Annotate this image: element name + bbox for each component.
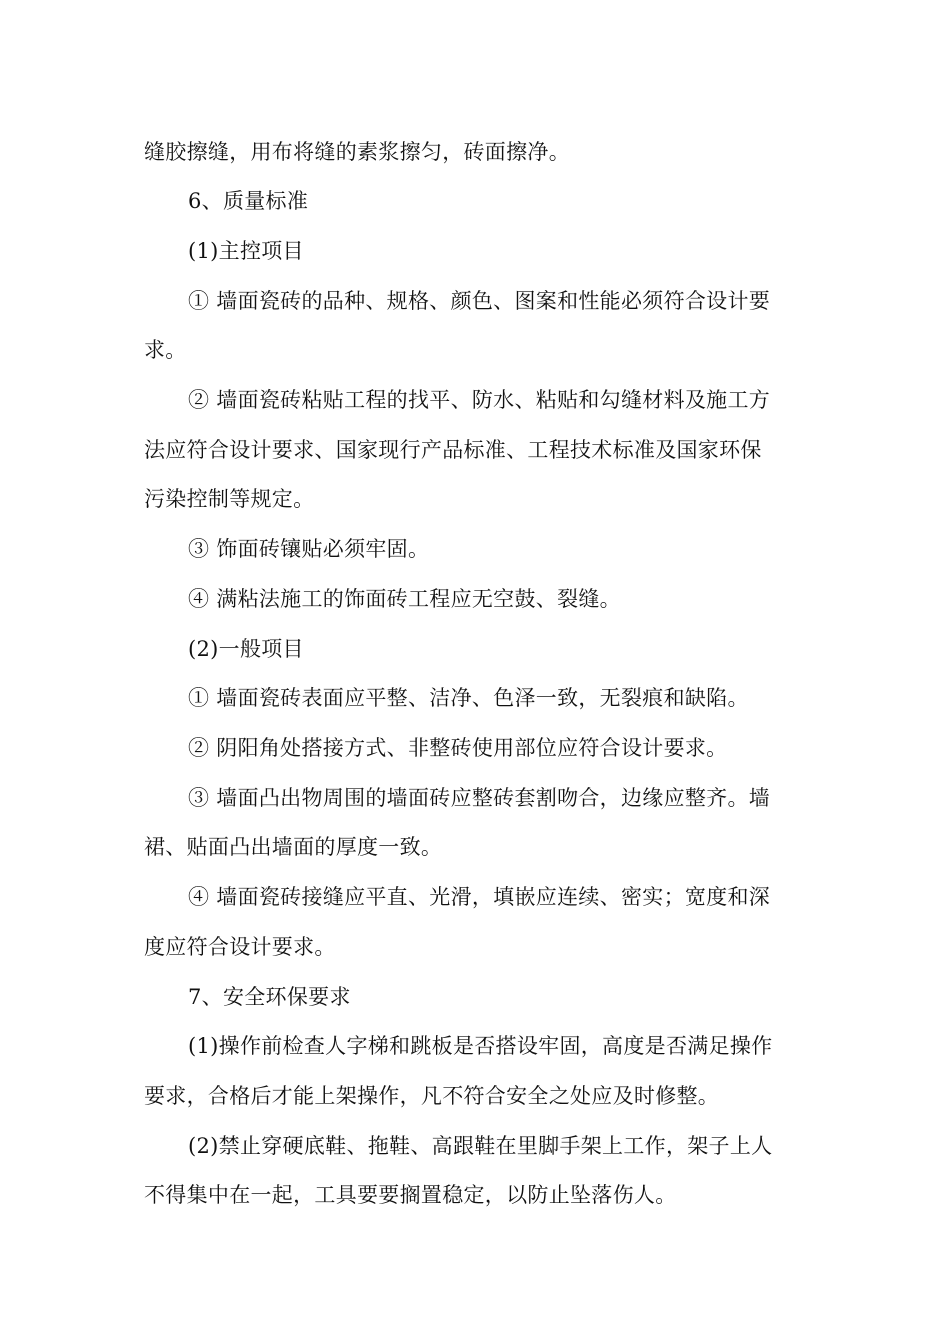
paragraph-line: ① 墙面瓷砖表面应平整、洁净、色泽一致，无裂痕和缺陷。 xyxy=(188,686,749,710)
paragraph-line: 法应符合设计要求、国家现行产品标准、工程技术标准及国家环保 xyxy=(144,438,762,462)
paragraph-line: 求。 xyxy=(144,338,187,362)
paragraph-line: ② 墙面瓷砖粘贴工程的找平、防水、粘贴和勾缝材料及施工方 xyxy=(188,388,771,412)
paragraph-line: ① 墙面瓷砖的品种、规格、颜色、图案和性能必须符合设计要 xyxy=(188,289,771,313)
paragraph-line: ③ 墙面凸出物周围的墙面砖应整砖套割吻合，边缘应整齐。墙 xyxy=(188,786,771,810)
paragraph-line: ③ 饰面砖镶贴必须牢固。 xyxy=(188,537,430,561)
paragraph-line: ④ 墙面瓷砖接缝应平直、光滑，填嵌应连续、密实；宽度和深 xyxy=(188,885,771,909)
section-heading: 6、质量标准 xyxy=(188,189,309,213)
paragraph-line: 要求，合格后才能上架操作，凡不符合安全之处应及时修整。 xyxy=(144,1084,720,1108)
paragraph-line: 缝胶擦缝，用布将缝的素浆擦匀，砖面擦净。 xyxy=(144,140,570,164)
paragraph-line: 裙、贴面凸出墙面的厚度一致。 xyxy=(144,835,443,859)
subsection-heading: (1)主控项目 xyxy=(188,239,304,263)
paragraph-line: ② 阴阳角处搭接方式、非整砖使用部位应符合设计要求。 xyxy=(188,736,728,760)
paragraph-line: 度应符合设计要求。 xyxy=(144,935,336,959)
paragraph-line: (1)操作前检查人字梯和跳板是否搭设牢固，高度是否满足操作 xyxy=(188,1034,773,1058)
paragraph-line: 污染控制等规定。 xyxy=(144,487,315,511)
paragraph-line: (2)禁止穿硬底鞋、拖鞋、高跟鞋在里脚手架上工作，架子上人 xyxy=(188,1134,773,1158)
paragraph-line: 不得集中在一起，工具要要搁置稳定，以防止坠落伤人。 xyxy=(144,1183,677,1207)
subsection-heading: (2)一般项目 xyxy=(188,637,304,661)
paragraph-line: ④ 满粘法施工的饰面砖工程应无空鼓、裂缝。 xyxy=(188,587,621,611)
section-heading: 7、安全环保要求 xyxy=(188,985,351,1009)
